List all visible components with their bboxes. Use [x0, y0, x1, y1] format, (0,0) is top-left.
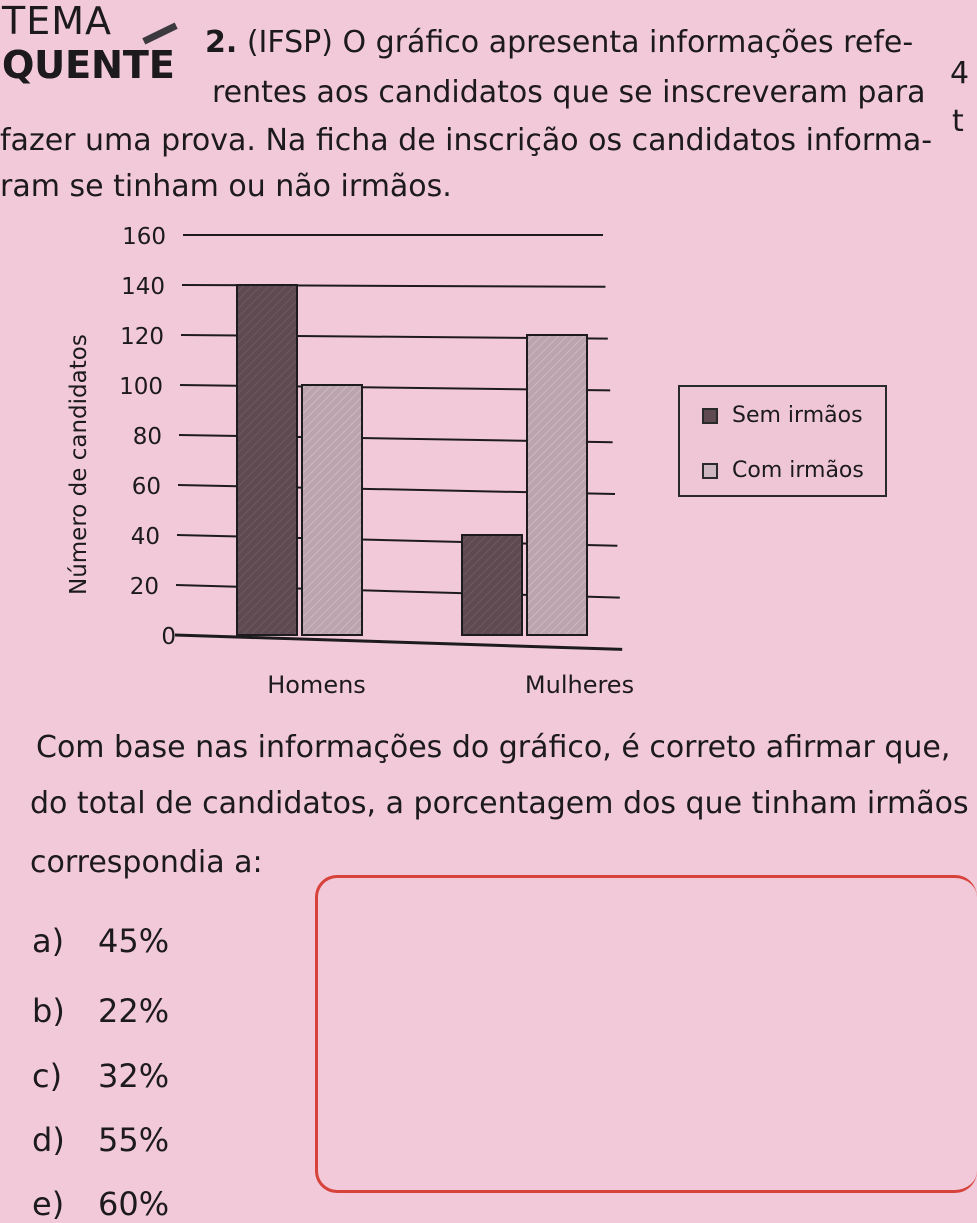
legend-item-sem-irmaos	[702, 403, 863, 428]
y-tick-label: 40	[130, 524, 160, 550]
option-c[interactable]	[32, 1057, 170, 1095]
question-source: (IFSP)	[246, 25, 333, 60]
y-tick-label: 20	[129, 574, 159, 600]
option-b[interactable]	[32, 992, 170, 1030]
legend-label-sem-irmaos: Sem irmãos	[732, 403, 863, 428]
tema-mark-icon	[142, 22, 177, 44]
question-heading	[205, 25, 914, 60]
x-tick-label: Mulheres	[524, 671, 635, 699]
prompt-line-1: Com base nas informações do gráfico, é correto afirmar que,	[36, 730, 951, 765]
legend-swatch-dark	[702, 408, 718, 424]
option-d-letter: d)	[32, 1121, 65, 1159]
option-a[interactable]	[32, 922, 170, 960]
option-c-value: 32%	[98, 1057, 170, 1095]
x-tick-labels	[267, 671, 634, 699]
y-tick-label: 160	[122, 224, 166, 250]
option-a-letter: a)	[32, 922, 65, 960]
question-line-1: O gráfico apresenta informações refe-	[342, 25, 914, 60]
legend-swatch-light	[702, 463, 718, 479]
question-number: 2.	[205, 25, 238, 60]
question-line-3: fazer uma prova. Na ficha de inscrição os candidatos informa-	[0, 123, 933, 158]
y-tick-labels	[119, 224, 176, 650]
y-tick-label: 140	[121, 274, 165, 300]
y-tick-label: 100	[119, 374, 163, 400]
option-e[interactable]	[32, 1185, 170, 1223]
option-d-value: 55%	[98, 1121, 170, 1159]
bar-mulheres-com-irmaos	[527, 335, 587, 635]
answer-box	[315, 875, 977, 1193]
bar-homens-sem-irmaos	[237, 285, 297, 635]
question-line-4: ram se tinham ou não irmãos.	[0, 169, 452, 204]
option-b-value: 22%	[98, 992, 170, 1030]
y-axis-label: Número de candidatos	[66, 334, 92, 595]
bar-homens-com-irmaos	[302, 385, 362, 635]
side-page-number: 4	[950, 56, 970, 91]
gridline	[175, 635, 622, 649]
bar-chart	[0, 215, 660, 705]
option-e-value: 60%	[98, 1185, 170, 1223]
option-c-letter: c)	[32, 1057, 63, 1095]
option-e-letter: e)	[32, 1185, 65, 1223]
bar-mulheres-sem-irmaos	[462, 535, 522, 635]
y-tick-label: 120	[120, 324, 164, 350]
tema-text: TEMA	[2, 0, 113, 43]
chart-legend	[678, 385, 887, 497]
tema-quente-label	[0, 0, 215, 87]
legend-label-com-irmaos: Com irmãos	[732, 458, 864, 483]
quente-text: QUENTE	[2, 43, 175, 87]
y-tick-label: 60	[131, 474, 161, 500]
option-a-value: 45%	[98, 922, 170, 960]
legend-item-com-irmaos	[702, 458, 864, 483]
option-b-letter: b)	[32, 992, 65, 1030]
prompt-line-3: correspondia a:	[30, 845, 263, 880]
y-tick-label: 80	[132, 424, 162, 450]
y-tick-label: 0	[161, 624, 176, 650]
option-d[interactable]	[32, 1121, 170, 1159]
question-line-2: rentes aos candidatos que se inscreveram para	[212, 75, 926, 110]
side-letter: t	[952, 104, 964, 139]
prompt-line-2: do total de candidatos, a porcentagem dos que tinham irmãos	[30, 786, 969, 821]
x-tick-label: Homens	[267, 671, 366, 699]
